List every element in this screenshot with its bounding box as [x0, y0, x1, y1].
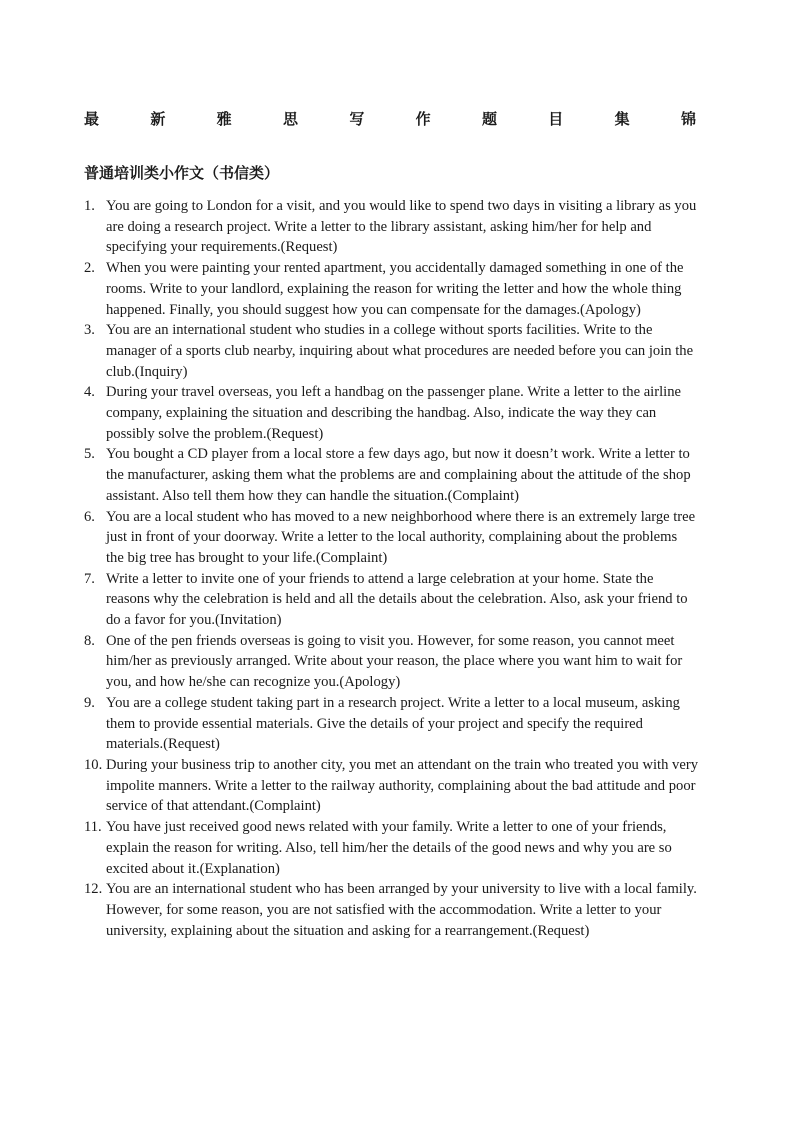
item-text: One of the pen friends overseas is going to visit you. However, for some reason, you cannot meet him/her as previously arranged. Write about your reason, the place where you want him to wait for you, and how he/she can recognize you.(Apology): [106, 632, 683, 691]
item-text: During your business trip to another city, you met an attendant on the train who treated you with very impolite manners. Write a letter to the railway authority, complaining about the bad attitude and poor service of that attendant.(Complaint): [106, 756, 698, 815]
list-item: [84, 879, 698, 941]
title-char: 思: [282, 110, 298, 128]
item-text: You are going to London for a visit, and you would like to spend two days in visiting a library as you are doing a research project. Write a letter to the library assistant, asking him/her for help and specifying your requirements.(Request): [106, 198, 697, 256]
list-item: [84, 569, 698, 631]
item-number: 8.: [84, 632, 95, 649]
title-char: 题: [481, 110, 497, 128]
item-number: 1.: [84, 198, 95, 214]
title-char: 最: [84, 110, 100, 128]
item-number: 5.: [84, 446, 95, 463]
list-item: [84, 631, 698, 693]
item-number: 12.: [84, 881, 103, 898]
item-text: You are a local student who has moved to a new neighborhood where there is an extremely large tree just in front of your doorway. Write a letter to the local authority, complaining about the problems the big tree has brought to your life.(Complaint): [106, 508, 696, 566]
list-item: [84, 320, 698, 382]
list-item: [84, 693, 698, 755]
item-text: You are a college student taking part in a research project. Write a letter to a local museum, asking them to provide essential materials. Give the details of your project and specify the required materials.(Request): [106, 694, 680, 753]
item-number: 9.: [84, 694, 95, 711]
item-number: 6.: [84, 508, 95, 525]
page-title: [84, 108, 696, 129]
section-heading: 普通培训类小作文（书信类）: [84, 164, 280, 182]
item-number: 4.: [84, 384, 95, 401]
item-number: 7.: [84, 570, 95, 587]
item-text: You are an international student who has been arranged by your university to live with a local family. However, for some reason, you are not satisfied with the accommodation. Write a letter to your university, explaining about the situation and asking for a rearrangement.(Request): [106, 881, 697, 939]
item-text: When you were painting your rented apartment, you accidentally damaged something in one of the rooms. Write to your landlord, explaining the reason for writing the letter and how the whole thing happened. Finally, you should suggest how you can compensate for the damages.(Apology): [106, 260, 684, 318]
list-item: [84, 817, 698, 879]
item-text: Write a letter to invite one of your friends to attend a large celebration at your home. State the reasons why the celebration is held and all the details about the celebration. Also, ask your friend to do a favor for you.(Invitation): [106, 570, 688, 629]
title-char: 作: [415, 110, 431, 128]
item-number: 10.: [84, 756, 103, 773]
item-text: You bought a CD player from a local store a few days ago, but now it doesn’t work. Write a letter to the manufacturer, asking them what the problems are and complaining about the attitude of the shop assistant. Also tell them how they can handle the situation.(Complaint): [106, 446, 691, 504]
item-number: 2.: [84, 260, 95, 277]
list-item: [84, 755, 698, 817]
title-char: 目: [548, 110, 564, 128]
item-number: 11.: [84, 819, 102, 836]
list-item: [84, 258, 698, 320]
item-number: 3.: [84, 322, 95, 339]
title-char: 新: [150, 110, 166, 128]
item-text: You have just received good news related with your family. Write a letter to one of your friends, explain the reason for writing. Also, tell him/her the details of the good news and why you are so excited about it.(Explanation): [106, 819, 672, 877]
title-char: 雅: [216, 110, 232, 128]
task-list: [84, 196, 698, 941]
title-char: 写: [349, 110, 365, 128]
list-item: [84, 196, 698, 258]
list-item: [84, 444, 698, 506]
item-text: During your travel overseas, you left a handbag on the passenger plane. Write a letter to the airline company, explaining the situation and describing the handbag. Also, indicate the way they can possibly solve the problem.(Request): [106, 384, 681, 442]
list-item: [84, 382, 698, 444]
title-char: 锦: [680, 110, 696, 128]
title-char: 集: [614, 110, 630, 128]
item-text: You are an international student who studies in a college without sports facilities. Write to the manager of a sports club nearby, inquiring about what procedures are needed before you can join the club.(Inquiry): [106, 322, 694, 380]
list-item: [84, 507, 698, 569]
